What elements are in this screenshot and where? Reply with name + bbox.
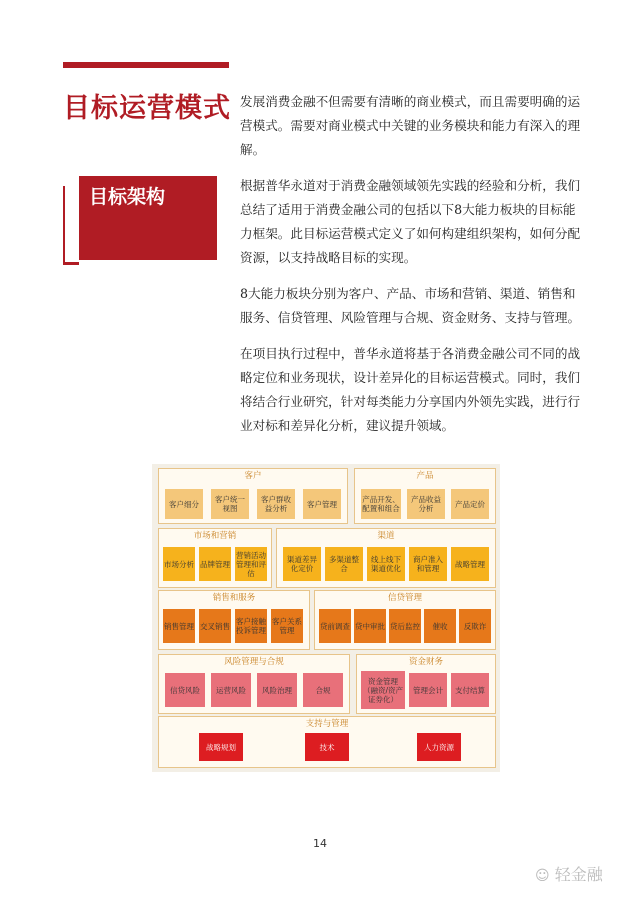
group-title: 市场和营销	[193, 531, 237, 541]
group-title: 销售和服务	[212, 593, 256, 603]
group-finance	[356, 654, 496, 714]
watermark	[535, 862, 603, 885]
group-credit	[314, 590, 496, 650]
cell: 信贷风险	[165, 673, 205, 707]
cell: 产品收益分析	[407, 489, 445, 519]
cell: 管理会计	[409, 673, 447, 707]
cell: 支付结算	[451, 673, 489, 707]
group-customer	[158, 468, 348, 524]
cell: 销售管理	[163, 609, 195, 643]
group-risk	[158, 654, 350, 714]
cell: 反欺诈	[459, 609, 491, 643]
cell: 交叉销售	[199, 609, 231, 643]
accent-horizontal-line	[63, 262, 79, 265]
cell: 催收	[424, 609, 456, 643]
paragraph: 8大能力板块分别为客户、产品、市场和营销、渠道、销售和服务、信贷管理、风险管理与合规、资金财务、支持与管理。	[240, 286, 581, 325]
wechat-icon: ☺	[535, 868, 550, 884]
group-product	[354, 468, 496, 524]
group-title: 资金财务	[408, 657, 443, 667]
cell: 战略规划	[199, 733, 243, 761]
cell: 市场分析	[163, 547, 195, 581]
group-title: 风险管理与合规	[224, 657, 284, 667]
cell: 品牌管理	[199, 547, 231, 581]
cell: 客户统一视图	[211, 489, 249, 519]
subheading: 目标架构	[89, 186, 166, 208]
group-support	[158, 716, 496, 768]
page-number: 14	[313, 837, 327, 850]
cell: 产品定价	[451, 489, 489, 519]
cell: 客户关系管理	[271, 609, 303, 643]
cell: 技术	[305, 733, 349, 761]
group-title: 产品	[416, 471, 434, 481]
cell: 客户接触投诉管理	[235, 609, 267, 643]
cell: 线上线下渠道优化	[367, 547, 405, 581]
body-text	[240, 90, 582, 450]
cell: 客户细分	[165, 489, 203, 519]
cell: 资金管理（融资/资产证券化）	[361, 671, 405, 709]
paragraph: 发展消费金融不但需要有清晰的商业模式，而且需要明确的运营模式。需要对商业模式中关键的业务模块和能力有深入的理解。	[240, 94, 581, 157]
group-title: 客户	[244, 471, 262, 481]
cell: 渠道差异化定价	[283, 547, 321, 581]
group-marketing	[158, 528, 272, 588]
cell: 客户群收益分析	[257, 489, 295, 519]
cell: 运营风险	[211, 673, 251, 707]
cell: 贷前调查	[319, 609, 351, 643]
cell: 合规	[303, 673, 343, 707]
top-accent-bar	[63, 62, 229, 68]
watermark-text: 轻金融	[554, 865, 603, 884]
group-sales	[158, 590, 310, 650]
cell: 产品开发、配置和组合	[361, 489, 401, 519]
cell: 战略管理	[451, 547, 489, 581]
page-heading: 目标运营模式	[63, 93, 231, 124]
cell: 营销活动管理和评估	[235, 547, 267, 581]
cell: 客户管理	[303, 489, 341, 519]
cell: 风险治理	[257, 673, 297, 707]
paragraph: 在项目执行过程中，普华永道将基于各消费金融公司不同的战略定位和业务现状，设计差异化的目标运营模式。同时，我们将结合行业研究，针对每类能力分享国内外领先实践，进行行业对标和差异化分析，建议提升领域。	[240, 346, 581, 433]
cell: 商户准入和管理	[409, 547, 447, 581]
capability-framework-diagram	[152, 464, 500, 772]
group-title: 信贷管理	[387, 593, 422, 603]
cell: 人力资源	[417, 733, 461, 761]
accent-vertical-line	[63, 186, 65, 264]
group-title: 支持与管理	[305, 719, 349, 729]
group-channel	[276, 528, 496, 588]
cell: 贷中审批	[354, 609, 386, 643]
cell: 多渠道整合	[325, 547, 363, 581]
paragraph: 根据普华永道对于消费金融领域领先实践的经验和分析，我们总结了适用于消费金融公司的包括以下8大能力板块的目标能力框架。此目标运营模式定义了如何构建组织架构，如何分配资源，以支持战略目标的实现。	[240, 178, 581, 265]
subheading-box	[79, 176, 217, 260]
group-title: 渠道	[377, 531, 395, 541]
cell: 贷后监控	[389, 609, 421, 643]
